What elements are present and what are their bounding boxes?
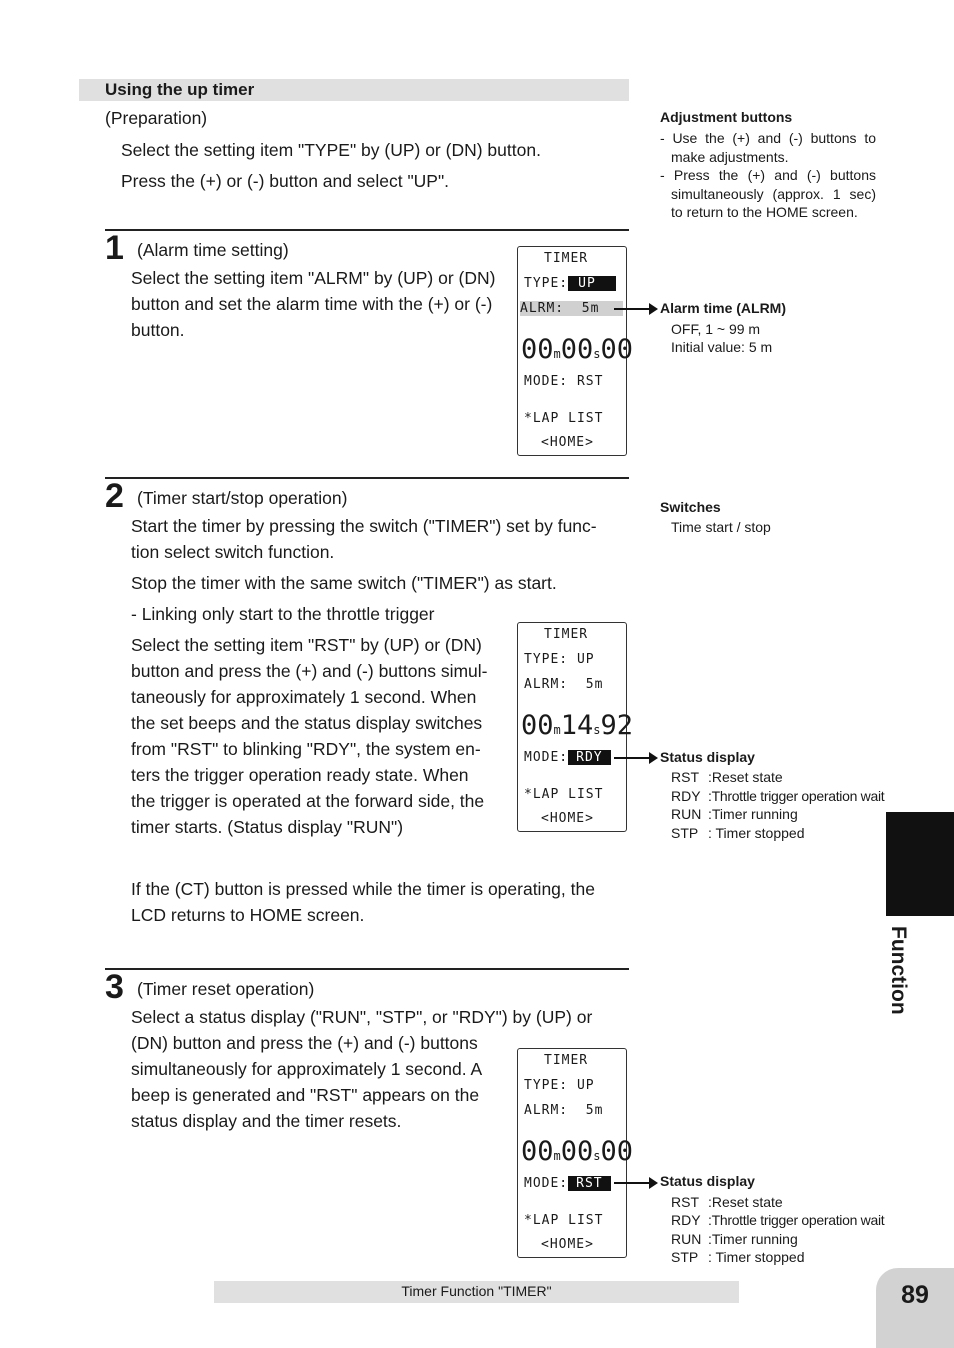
step2-line-e2: LCD returns to HOME screen. <box>131 905 365 925</box>
status-heading-1: Status display <box>660 749 755 765</box>
lcd-seconds: 14 <box>560 710 594 741</box>
lcd-type-label: TYPE: <box>524 276 569 291</box>
step1-line-3: button. <box>131 320 185 340</box>
status-pointer-arrow-2 <box>614 1182 656 1184</box>
lcd-mode-value: RST <box>568 1176 610 1191</box>
lcd-seconds: 00 <box>560 1136 594 1167</box>
step1-text <box>131 265 508 343</box>
status-row-run <box>671 806 798 822</box>
prep-line-1: Select the setting item "TYPE" by (UP) or (DN) button. <box>121 140 541 160</box>
lcd-home: <HOME> <box>541 811 594 826</box>
adjust-line-4: simultaneously (approx. 1 sec) <box>671 185 876 202</box>
step2-line-a1: Start the timer by pressing the switch ("TIMER") set by func- <box>131 516 597 536</box>
status-row-rst <box>671 1194 783 1210</box>
lcd-mode-label: MODE: <box>524 1176 569 1191</box>
status-key: RUN <box>671 1231 702 1247</box>
chapter-tab-text: Function <box>887 926 910 1015</box>
step2-line-d1: Select the setting item "RST" by (UP) or (DN) <box>131 635 482 655</box>
lcd-centiseconds: 00 <box>600 334 634 365</box>
step2-text-e <box>131 876 629 928</box>
status-desc: :Timer running <box>708 1231 798 1247</box>
lcd-centiseconds: 00 <box>600 1136 634 1167</box>
step1-rule <box>105 229 629 231</box>
status-heading-2: Status display <box>660 1173 755 1189</box>
step2-line-d2: button and press the (+) and (-) buttons simul- <box>131 661 488 681</box>
step1-line-1: Select the setting item "ALRM" by (UP) or (DN) <box>131 268 496 288</box>
step1-heading: (Alarm time setting) <box>137 240 289 260</box>
step2-line-d8: timer starts. (Status display "RUN") <box>131 817 404 837</box>
lcd-lap-list: *LAP LIST <box>524 787 604 802</box>
prep-line-2: Press the (+) or (-) button and select "UP". <box>121 171 450 191</box>
status-row-rst <box>671 769 783 785</box>
step1-line-2: button and set the alarm time with the (+) or (-) <box>131 294 493 314</box>
lcd-time <box>521 334 633 365</box>
lcd-seconds: 00 <box>560 334 594 365</box>
lcd-screen-alarm <box>517 246 634 456</box>
lcd-type-label: TYPE: <box>524 652 569 667</box>
step3-line-1: Select a status display ("RUN", "STP", or "RDY") by (UP) or <box>131 1007 593 1027</box>
step3-heading: (Timer reset operation) <box>137 979 315 999</box>
alarm-range: OFF, 1 ~ 99 m <box>671 321 761 337</box>
adjust-heading: Adjustment buttons <box>660 109 793 125</box>
step3-rule <box>105 968 629 970</box>
lcd-mode-value: RDY <box>568 750 610 765</box>
status-key: RDY <box>671 1212 701 1228</box>
status-desc: :Throttle trigger operation wait <box>708 788 885 804</box>
adjust-line-1: - Use the (+) and (-) buttons to <box>660 130 876 146</box>
lcd-unit-m: m <box>553 347 561 361</box>
chapter-tab <box>886 812 954 916</box>
switches-line: Time start / stop <box>671 519 771 535</box>
adjust-line-2: make adjustments. <box>671 148 789 165</box>
lcd-screen-reset <box>517 1048 634 1258</box>
lcd-mode-label: MODE: <box>524 374 569 389</box>
status-key: STP <box>671 825 699 841</box>
lcd-time <box>521 1136 633 1167</box>
step3-text <box>131 1030 508 1134</box>
lcd-lap-list: *LAP LIST <box>524 411 604 426</box>
step2-line-d4: the set beeps and the status display switches <box>131 713 483 733</box>
step2-line-a2: tion select switch function. <box>131 542 335 562</box>
status-key: RST <box>671 769 699 785</box>
status-row-run <box>671 1231 798 1247</box>
alarm-initial: Initial value: 5 m <box>671 339 773 355</box>
lcd-minutes: 00 <box>521 1136 554 1167</box>
lcd-type-value: UP <box>576 652 595 667</box>
status-row-stp <box>671 825 805 841</box>
lcd-type-value: UP <box>568 276 616 291</box>
status-row-rdy <box>671 788 884 804</box>
lcd-home: <HOME> <box>541 435 594 450</box>
lcd-alrm-value: 5m <box>581 301 600 316</box>
alarm-pointer-arrow <box>614 308 656 310</box>
step3-line-5: status display and the timer resets. <box>131 1111 402 1131</box>
step2-rule <box>105 477 629 479</box>
page-number: 89 <box>901 1281 929 1309</box>
step2-line-b: Stop the timer with the same switch ("TIMER") as start. <box>131 573 557 593</box>
lcd-minutes: 00 <box>521 710 554 741</box>
lcd-title: TIMER <box>544 251 589 266</box>
switches-heading: Switches <box>660 499 721 515</box>
status-pointer-arrow-1 <box>614 757 656 759</box>
status-desc: : Timer stopped <box>708 825 805 841</box>
step2-line-d3: taneously for approximately 1 second. When <box>131 687 477 707</box>
adjust-line-5: to return to the HOME screen. <box>671 204 858 220</box>
status-desc: :Timer running <box>708 806 798 822</box>
lcd-alrm-value: 5m <box>585 1103 604 1118</box>
step2-line-c: - Linking only start to the throttle trigger <box>131 604 435 624</box>
lcd-unit-s: s <box>593 1149 601 1163</box>
status-row-rdy <box>671 1212 884 1228</box>
step2-heading: (Timer start/stop operation) <box>137 488 348 508</box>
lcd-alrm-label: ALRM: <box>524 1103 569 1118</box>
step3-line-3: simultaneously for approximately 1 second. A <box>131 1059 483 1079</box>
lcd-mode-label: MODE: <box>524 750 569 765</box>
step3-line-4: beep is generated and "RST" appears on the <box>131 1085 480 1105</box>
adjust-line-3: - Press the (+) and (-) buttons <box>660 167 876 183</box>
lcd-home: <HOME> <box>541 1237 594 1252</box>
lcd-unit-s: s <box>593 723 601 737</box>
status-key: RDY <box>671 788 701 804</box>
status-desc: :Reset state <box>708 769 783 785</box>
lcd-lap-list: *LAP LIST <box>524 1213 604 1228</box>
footer-title: Timer Function "TIMER" <box>401 1283 552 1299</box>
lcd-alrm-label: ALRM: <box>524 677 569 692</box>
status-key: STP <box>671 1249 699 1265</box>
lcd-unit-s: s <box>593 347 601 361</box>
status-key: RST <box>671 1194 699 1210</box>
step3-line-2: (DN) button and press the (+) and (-) buttons <box>131 1033 478 1053</box>
adjust-notes <box>660 129 876 222</box>
status-row-stp <box>671 1249 805 1265</box>
lcd-title: TIMER <box>544 627 589 642</box>
lcd-title: TIMER <box>544 1053 589 1068</box>
lcd-minutes: 00 <box>521 334 554 365</box>
lcd-alrm-label: ALRM: <box>520 301 565 316</box>
lcd-unit-m: m <box>553 1149 561 1163</box>
status-desc: :Reset state <box>708 1194 783 1210</box>
step2-text-d <box>131 632 508 840</box>
lcd-mode-value: RST <box>576 374 604 389</box>
lcd-screen-running <box>517 622 634 832</box>
lcd-type-label: TYPE: <box>524 1078 569 1093</box>
step2-line-e1: If the (CT) button is pressed while the timer is operating, the <box>131 879 595 899</box>
lcd-type-value: UP <box>576 1078 595 1093</box>
lcd-unit-m: m <box>553 723 561 737</box>
step1-number: 1 <box>105 229 124 267</box>
lcd-centiseconds: 92 <box>600 710 634 741</box>
step3-number: 3 <box>105 968 124 1006</box>
alarm-heading: Alarm time (ALRM) <box>660 300 787 316</box>
prep-label: (Preparation) <box>105 108 208 128</box>
status-key: RUN <box>671 806 702 822</box>
section-title: Using the up timer <box>105 80 255 99</box>
status-desc: : Timer stopped <box>708 1249 805 1265</box>
step2-number: 2 <box>105 477 124 515</box>
status-desc: :Throttle trigger operation wait <box>708 1212 885 1228</box>
chapter-tab-label <box>886 926 910 1046</box>
step2-line-d5: from "RST" to blinking "RDY", the system en- <box>131 739 481 759</box>
step2-line-d6: ters the trigger operation ready state. When <box>131 765 469 785</box>
lcd-time <box>521 710 633 741</box>
step2-text-a <box>131 513 629 565</box>
lcd-alrm-value: 5m <box>585 677 604 692</box>
step2-line-d7: the trigger is operated at the forward side, the <box>131 791 485 811</box>
